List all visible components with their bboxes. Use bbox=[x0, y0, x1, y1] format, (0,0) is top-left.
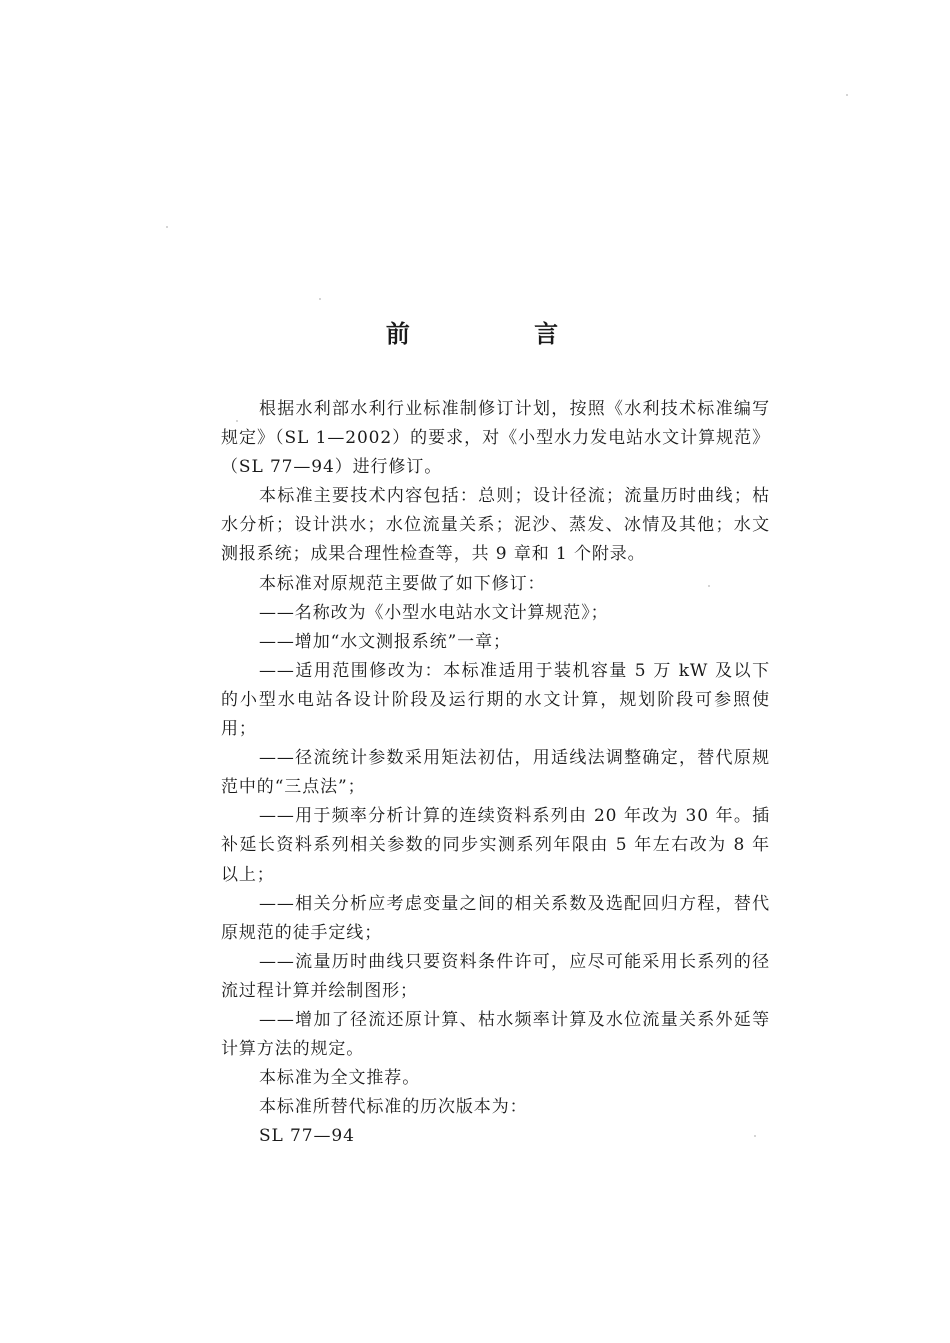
scan-speck bbox=[166, 226, 168, 228]
paragraph-revisions-intro: 本标准对原规范主要做了如下修订： bbox=[259, 573, 546, 594]
preface-body bbox=[221, 395, 770, 1151]
revision-item: ——增加了径流还原计算、枯水频率计算及水位流量关系外延等计算方法的规定。 bbox=[221, 1009, 770, 1060]
revision-item: ——相关分析应考虑变量之间的相关系数及选配回归方程，替代原规范的徒手定线； bbox=[221, 893, 770, 943]
paragraph-revision-basis: 根据水利部水利行业标准制修订计划，按照《水利技术标准编写规定》（SL 1—2002）的要求，对《小型水力发电站水文计算规范》（SL 77—94）进行修订。 bbox=[221, 399, 770, 478]
page-title: 前 言 bbox=[385, 320, 617, 348]
revision-item: ——名称改为《小型水电站水文计算规范》； bbox=[259, 602, 609, 623]
paragraph-history-intro: 本标准所替代标准的历次版本为： bbox=[259, 1097, 528, 1118]
revision-item: ——用于频率分析计算的连续资料系列由 20 年改为 30 年。插补延长资料系列相关参数的同步实测系列年限由 5 年左右改为 8 年以上； bbox=[221, 806, 770, 885]
revision-item: ——径流统计参数采用矩法初估，用适线法调整确定，替代原规范中的“三点法”； bbox=[221, 748, 770, 798]
revision-item: ——流量历时曲线只要资料条件许可，应尽可能采用长系列的径流过程计算并绘制图形； bbox=[221, 951, 770, 1001]
paragraph-history-version: SL 77—94 bbox=[259, 1126, 355, 1147]
scan-speck bbox=[236, 420, 238, 422]
revision-item: ——适用范围修改为：本标准适用于装机容量 5 万 kW 及以下的小型水电站各设计阶段及运行期的水文计算，规划阶段可参照使用； bbox=[221, 660, 770, 740]
paragraph-main-content: 本标准主要技术内容包括：总则；设计径流；流量历时曲线；枯水分析；设计洪水；水位流量关系；泥沙、蒸发、冰情及其他；水文测报系统；成果合理性检查等，共 9 章和 1 个附录。 bbox=[221, 486, 770, 565]
scan-speck bbox=[754, 1135, 756, 1137]
paragraph-recommendation: 本标准为全文推荐。 bbox=[259, 1068, 421, 1089]
scan-speck bbox=[846, 94, 848, 96]
scan-speck bbox=[319, 298, 321, 300]
revision-item: ——增加“水文测报系统”一章； bbox=[259, 631, 511, 652]
scan-speck bbox=[708, 585, 710, 587]
